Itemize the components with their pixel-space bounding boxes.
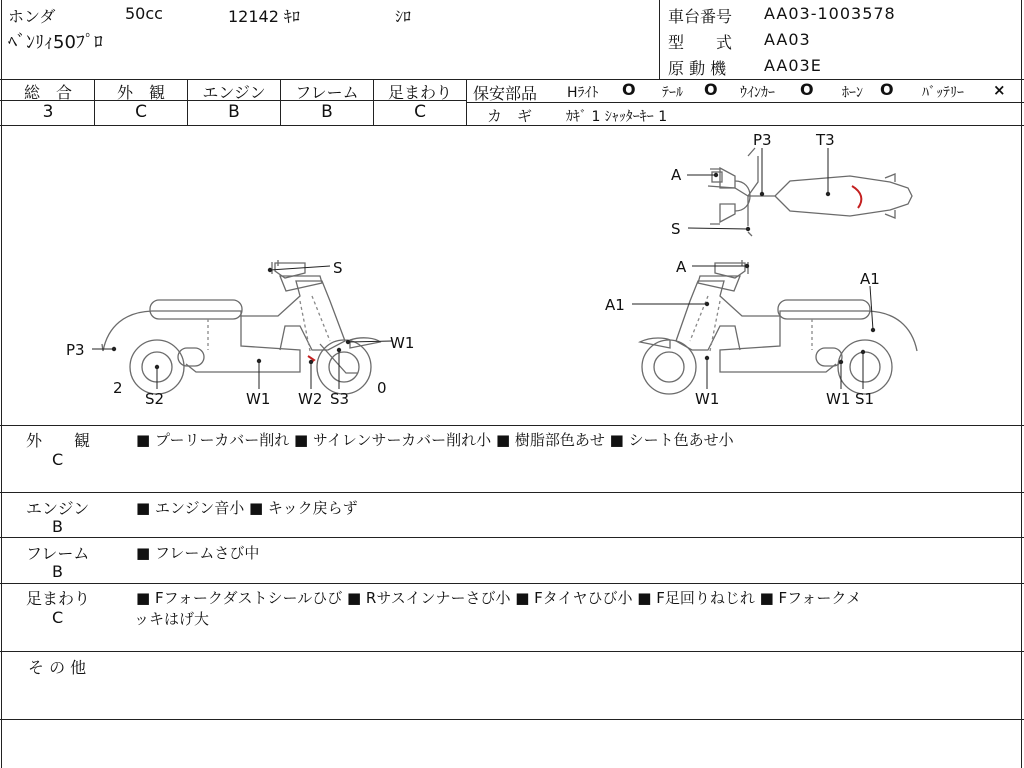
safety-winker-label: ｳｲﾝｶｰ: [740, 85, 775, 101]
grade-suspension-value: C: [414, 102, 426, 122]
remark-exterior-text: ■ プーリーカバー削れ ■ サイレンサーカバー削れ小 ■ 樹脂部色あせ ■ シート色あせ小: [136, 431, 734, 449]
grade-engine-label: エンジン: [202, 83, 266, 102]
frame-number-label: 車台番号: [668, 7, 733, 26]
remark-frame-category: フレーム: [26, 544, 90, 563]
rule-7: [0, 651, 1024, 652]
grade-suspension-label: 足まわり: [387, 83, 452, 102]
label-left-P3: P3: [66, 341, 85, 359]
label-left-W1: W1: [246, 390, 271, 408]
model-name: ﾍﾞﾝﾘｨ50ﾌﾟﾛ: [8, 32, 103, 53]
safety-title: 保安部品: [473, 84, 538, 103]
rule-6: [0, 583, 1024, 584]
frame-number-value: AA03-1003578: [764, 4, 896, 23]
remark-suspension-text-2: ッキはげ大: [134, 610, 210, 628]
rule-3: [0, 425, 1024, 426]
rule-8: [0, 719, 1024, 720]
safety-horn-mark: O: [880, 80, 894, 99]
remark-engine-text: ■ エンジン音小 ■ キック戻らず: [136, 499, 358, 517]
remark-suspension-text: ■ Fフォークダストシールひび ■ Rサスインナーさび小 ■ Fタイヤひび小 ■ F足回りねじれ ■ Fフォークメ: [136, 589, 862, 607]
remark-exterior-category: 外 観: [26, 431, 91, 450]
maker: ホンダ: [8, 7, 56, 26]
safety-battery-label: ﾊﾞｯﾃﾘｰ: [922, 85, 964, 101]
safety-battery-mark: ×: [993, 81, 1006, 99]
safety-headlight-mark: O: [622, 80, 636, 99]
rule-4: [0, 492, 1024, 493]
type-label: 型 式: [668, 33, 733, 52]
safety-horn-label: ﾎｰﾝ: [842, 85, 863, 101]
label-top-T3: T3: [816, 131, 835, 149]
label-left-S2: S2: [145, 390, 165, 408]
displacement: 50cc: [125, 4, 163, 23]
label-right-A1-right: A1: [860, 270, 880, 288]
safety-headlight-label: Hﾗｲﾄ: [567, 85, 599, 101]
grade-exterior-label: 外 観: [116, 83, 165, 102]
label-left-W1-right: W1: [390, 334, 415, 352]
key-value: ｶｷﾞ 1 ｼｬｯﾀｰｷｰ 1: [566, 109, 668, 125]
mileage: 12142 ｷﾛ: [228, 7, 300, 26]
safety-tail-mark: O: [704, 80, 718, 99]
remark-engine-category: エンジン: [26, 499, 90, 518]
label-right-A: A: [676, 258, 687, 276]
label-left-0: 0: [377, 379, 387, 397]
label-top-S: S: [671, 220, 681, 238]
safety-tail-label: ﾃｰﾙ: [662, 85, 683, 101]
rule-5: [0, 537, 1024, 538]
grade-frame-label: フレーム: [295, 83, 359, 102]
grade-exterior-value: C: [135, 102, 147, 122]
grade-overall-value: 3: [42, 102, 54, 122]
safety-winker-mark: O: [800, 80, 814, 99]
label-right-W1b: W1: [826, 390, 851, 408]
left-scooter-drawing: [102, 260, 380, 394]
label-left-S3: S3: [330, 390, 350, 408]
safety-midline: [467, 102, 1024, 103]
remark-suspension-grade: C: [52, 608, 64, 627]
remark-suspension-category: 足まわり: [26, 589, 91, 608]
engine-value: AA03E: [764, 56, 822, 75]
grade-frame-value: B: [321, 102, 333, 122]
label-top-A: A: [671, 166, 682, 184]
label-left-S: S: [333, 259, 343, 277]
remark-frame-grade: B: [52, 562, 63, 581]
grade-engine-value: B: [228, 102, 240, 122]
label-right-S1: S1: [855, 390, 875, 408]
label-left-W2: W2: [298, 390, 323, 408]
type-value: AA03: [764, 30, 811, 49]
engine-label: 原 動 機: [668, 59, 727, 78]
remark-exterior-grade: C: [52, 450, 64, 469]
label-left-2: 2: [113, 379, 123, 397]
grade-overall-label: 総 合: [23, 83, 72, 102]
header-divider: [659, 0, 660, 80]
label-right-W1: W1: [695, 390, 720, 408]
remark-frame-text: ■ フレームさび中: [136, 544, 260, 562]
label-top-P3: P3: [753, 131, 772, 149]
color: ｼﾛ: [395, 7, 412, 26]
label-right-A1-left: A1: [605, 296, 625, 314]
key-label: カ ギ: [487, 107, 533, 125]
remark-engine-grade: B: [52, 517, 63, 536]
damage-diagram: [0, 126, 1024, 426]
remark-other-category: そ の 他: [28, 658, 87, 677]
top-scooter-drawing: [708, 148, 912, 236]
